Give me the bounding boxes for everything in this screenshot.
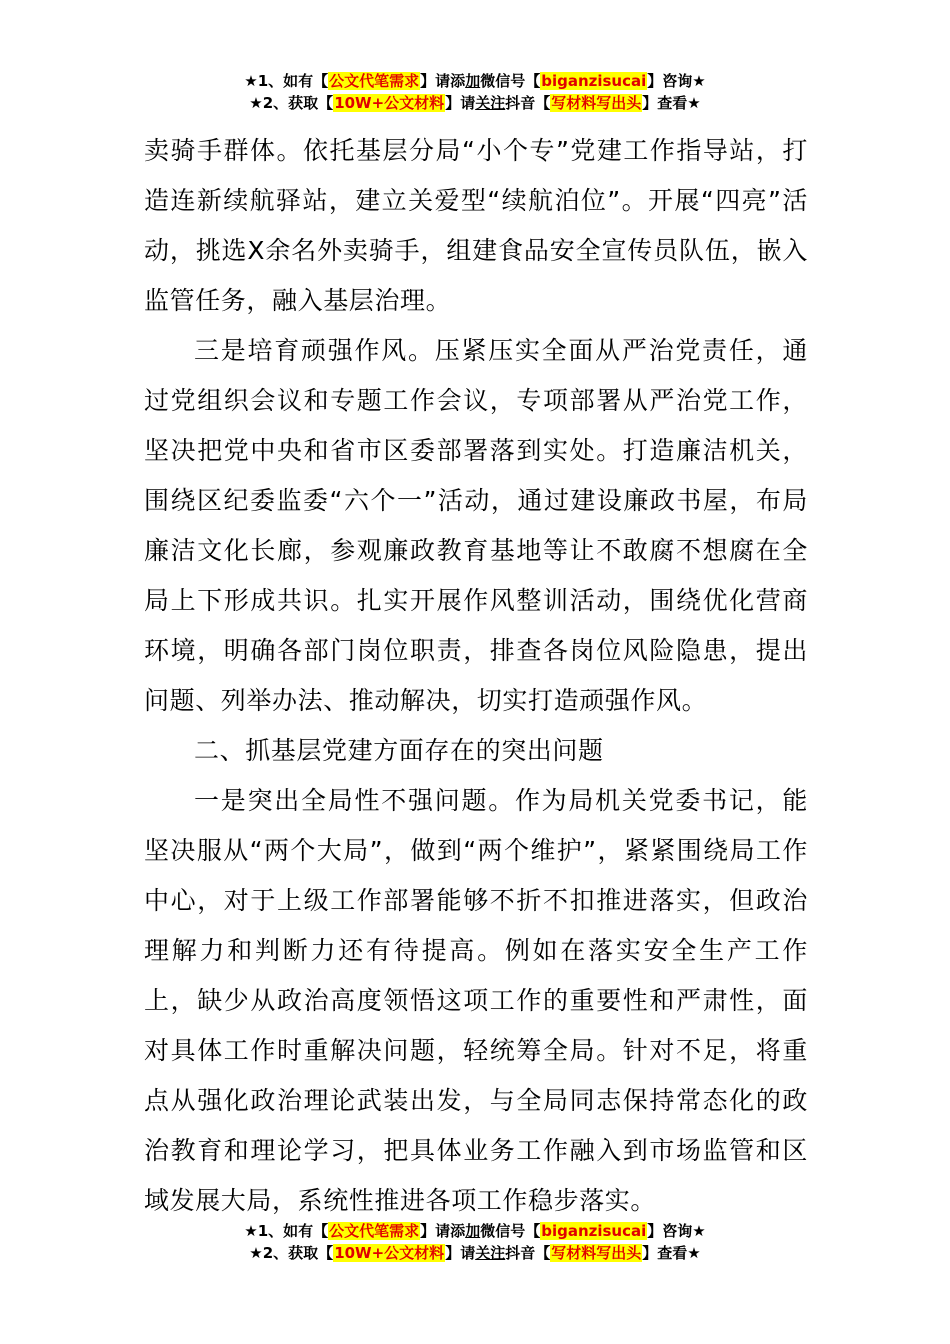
banner-text: 抖音【 — [505, 94, 551, 112]
banner-text: ★2、获取【 — [249, 1244, 334, 1262]
banner-text: 】查看★ — [642, 94, 701, 112]
banner-highlight: 公文代笔需求 — [329, 72, 420, 90]
banner-text: ★1、如有【 — [244, 1222, 329, 1240]
paragraph-continuation: 卖骑手群体。依托基层分局“小个专”党建工作指导站，打造连新续航驿站，建立关爱型“续航泊位”。开展“四亮”活动，挑选X余名外卖骑手，组建食品安全宣传员队伍，嵌入监管任务，融入基层治理。 — [144, 136, 808, 315]
banner-text: 】请 — [445, 1244, 476, 1262]
wechat-id-highlight: biganzisucai — [541, 1222, 647, 1240]
banner-text: 】咨询★ — [647, 1222, 706, 1240]
banner-text: 】请 — [445, 94, 476, 112]
douyin-highlight: 写材料写出头 — [551, 1244, 642, 1262]
banner-line-1 — [0, 70, 950, 92]
banner-text: 】咨询★ — [647, 72, 706, 90]
banner-text: 】查看★ — [642, 1244, 701, 1262]
banner-underline: 加 — [465, 72, 481, 90]
banner-text: ★1、如有【 — [244, 72, 329, 90]
banner-line-1 — [0, 1220, 950, 1242]
banner-highlight: 10W+公文材料 — [334, 1244, 445, 1262]
section-heading: 二、抓基层党建方面存在的突出问题 — [194, 736, 604, 765]
document-body — [144, 126, 808, 1226]
banner-underline: 加 — [465, 1222, 481, 1240]
banner-text: ★2、获取【 — [249, 94, 334, 112]
banner-highlight: 10W+公文材料 — [334, 94, 445, 112]
banner-text: 】请添 — [420, 1222, 466, 1240]
banner-line-2 — [0, 92, 950, 114]
douyin-highlight: 写材料写出头 — [551, 94, 642, 112]
banner-line-2 — [0, 1242, 950, 1264]
wechat-id-highlight: biganzisucai — [541, 72, 647, 90]
footer-banner — [0, 1220, 950, 1264]
banner-text: 微信号【 — [480, 1222, 541, 1240]
banner-highlight: 公文代笔需求 — [329, 1222, 420, 1240]
banner-text: 抖音【 — [505, 1244, 551, 1262]
banner-text: 】请添 — [420, 72, 466, 90]
header-banner — [0, 70, 950, 114]
banner-text: 微信号【 — [480, 72, 541, 90]
paragraph-style: 三是培育顽强作风。压紧压实全面从严治党责任，通过党组织会议和专题工作会议，专项部署从严治党工作，坚决把党中央和省市区委部署落到实处。打造廉洁机关，围绕区纪委监委“六个一”活动，通过建设廉政书屋，布局廉洁文化长廊，参观廉政教育基地等让不敢腐不想腐在全局上下形成共识。扎实开展作风整训活动，围绕优化营商环境，明确各部门岗位职责，排查各岗位风险隐患，提出问题、列举办法、推动解决，切实打造顽强作风。 — [144, 336, 808, 715]
banner-underline: 关注 — [475, 1244, 506, 1262]
banner-underline: 关注 — [475, 94, 506, 112]
paragraph-problem: 一是突出全局性不强问题。作为局机关党委书记，能坚决服从“两个大局”，做到“两个维护”，紧紧围绕局工作中心，对于上级工作部署能够不折不扣推进落实，但政治理解力和判断力还有待提高。例如在落实安全生产工作上，缺少从政治高度领悟这项工作的重要性和严肃性，面对具体工作时重解决问题，轻统筹全局。针对不足，将重点从强化政治理论武装出发，与全局同志保持常态化的政治教育和理论学习，把具体业务工作融入到市场监管和区域发展大局，系统性推进各项工作稳步落实。 — [144, 786, 808, 1215]
